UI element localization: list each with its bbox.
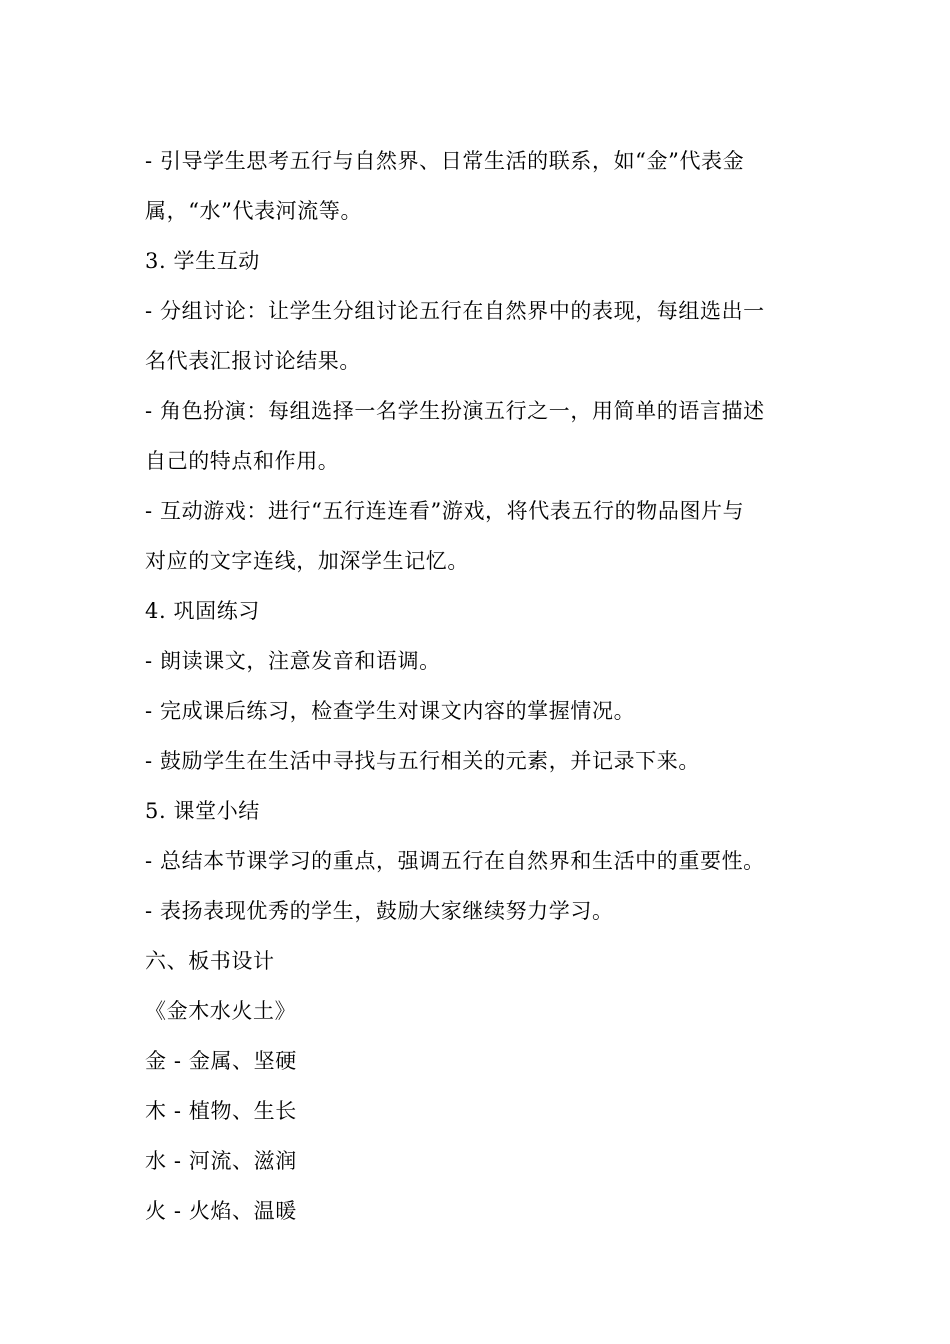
board-item: 火 - 火焰、温暖 <box>145 1199 297 1223</box>
paragraph-line: - 表扬表现优秀的学生，鼓励大家继续努力学习。 <box>145 899 614 923</box>
paragraph-line: - 完成课后练习，检查学生对课文内容的掌握情况。 <box>145 699 636 723</box>
paragraph-line: - 角色扮演：每组选择一名学生扮演五行之一，用简单的语言描述 <box>145 399 765 423</box>
board-item: 金 - 金属、坚硬 <box>145 1049 297 1073</box>
paragraph-line: 对应的文字连线，加深学生记忆。 <box>145 549 469 573</box>
paragraph-line: 名代表汇报讨论结果。 <box>145 349 361 373</box>
paragraph-line: - 分组讨论：让学生分组讨论五行在自然界中的表现，每组选出一 <box>145 299 765 323</box>
paragraph-line: - 鼓励学生在生活中寻找与五行相关的元素，并记录下来。 <box>145 749 700 773</box>
paragraph-line: 属，“水”代表河流等。 <box>145 199 363 223</box>
paragraph-line: - 总结本节课学习的重点，强调五行在自然界和生活中的重要性。 <box>145 849 765 873</box>
section-heading: 5. 课堂小结 <box>145 799 260 823</box>
paragraph-line: - 互动游戏：进行“五行连连看”游戏，将代表五行的物品图片与 <box>145 499 745 523</box>
board-item: 木 - 植物、生长 <box>145 1099 297 1123</box>
board-item: 水 - 河流、滋润 <box>145 1149 297 1173</box>
section-heading: 4. 巩固练习 <box>145 599 260 623</box>
paragraph-line: - 朗读课文，注意发音和语调。 <box>145 649 441 673</box>
section-heading: 3. 学生互动 <box>145 249 260 273</box>
board-title: 《金木水火土》 <box>145 999 297 1023</box>
document-body <box>145 136 810 1236</box>
paragraph-line: - 引导学生思考五行与自然界、日常生活的联系，如“金”代表金 <box>145 149 745 173</box>
paragraph-line: 自己的特点和作用。 <box>145 449 340 473</box>
section-heading: 六、板书设计 <box>145 949 275 973</box>
